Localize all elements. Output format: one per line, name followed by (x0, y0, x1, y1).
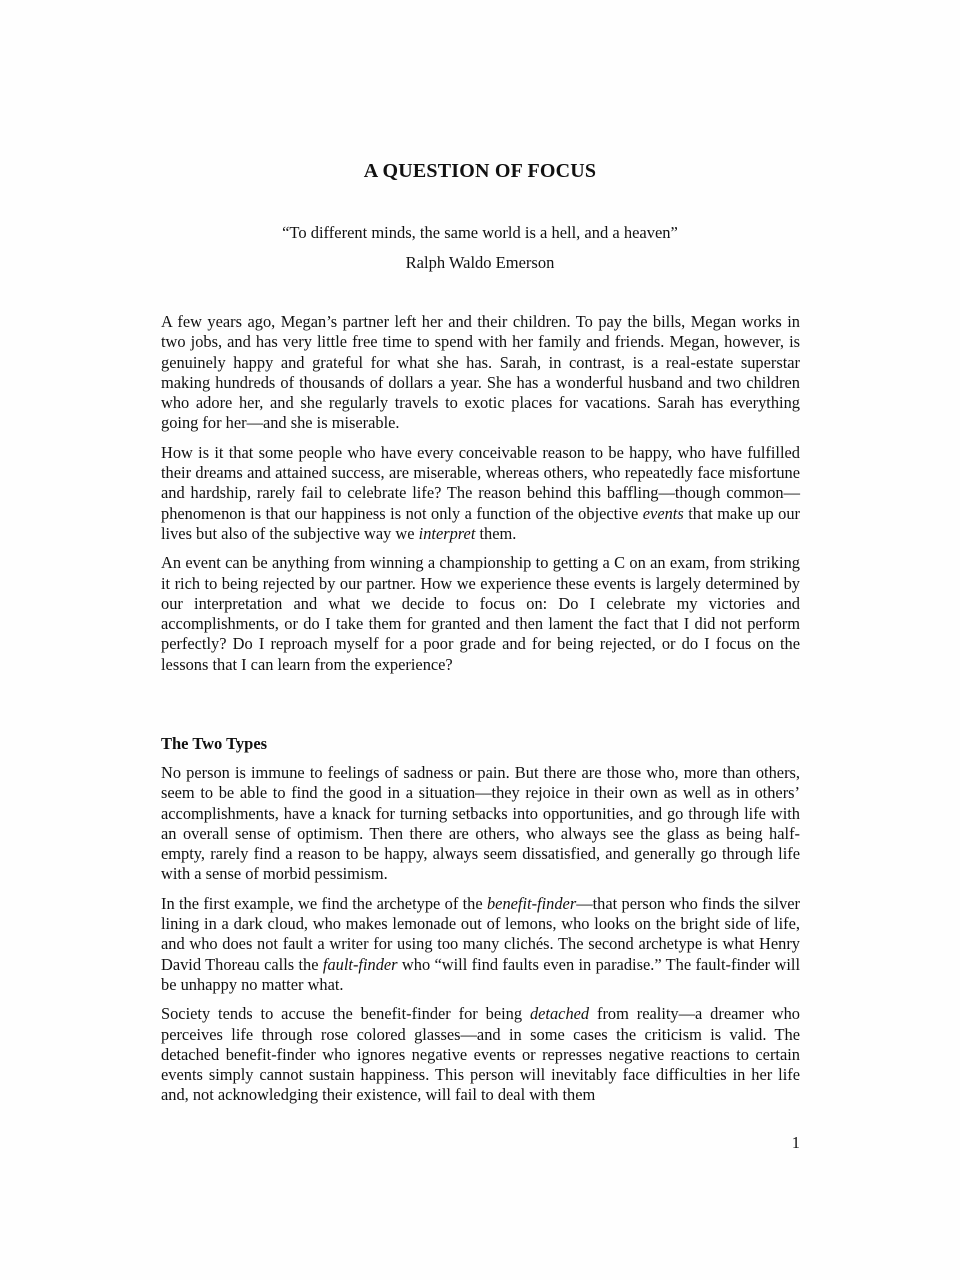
emphasis-text: events (642, 503, 684, 523)
text-run: Society tends to accuse the benefit-finder for being (161, 1004, 530, 1024)
two-types-section (161, 734, 800, 1115)
paragraph: An event can be anything from winning a championship to getting a C on an exam, from striking it rich to being rejected by our partner. How we experience these events is largely determined by our interpretation and what we decide to focus on: Do I celebrate my victories and accomplishments, or do I take them for granted and then lament the fact that I did not perform perfectly? Do I reproach myself for a poor grade and for being rejected, or do I focus on the lessons that I can learn from the experience? (161, 553, 800, 674)
emphasis-text: detached (529, 1004, 590, 1024)
paragraph: A few years ago, Megan’s partner left her and their children. To pay the bills, Megan works in two jobs, and has very little free time to spend with her family and friends. Megan, however, is genuinely happy and grateful for what she has. Sarah, in contrast, is a real-estate superstar making hundreds of thousands of dollars a year. She has a wonderful husband and two children who adore her, and she regularly travels to exotic places for vacations. Sarah has everything going for her—and she is miserable. (161, 312, 800, 433)
text-run: How is it that some people who have every conceivable reason to be happy, who have fulfilled their dreams and attained success, are miserable, whereas others, who repeatedly face misfortune and hardship, rarely fail to celebrate life? The reason behind this baffling—though common—phenomenon is that our happiness is not only a function of the objective (161, 442, 800, 523)
paragraph: No person is immune to feelings of sadness or pain. But there are those who, more than others, seem to be able to find the good in a situation—they rejoice in their own as well as in others’ accomplishments, have a knack for turning setbacks into opportunities, and go through life with an overall sense of optimism. Then there are others, who always see the glass as being half-empty, rarely find a reason to be happy, always seem dissatisfied, and generally go through life with a sense of morbid pessimism. (161, 763, 800, 884)
text-run: that make up our lives but also of the subjective way we (161, 503, 801, 543)
section-heading: The Two Types (161, 734, 268, 753)
paragraph (161, 894, 800, 995)
page-number: 1 (791, 1133, 800, 1152)
text-run: who “will find faults even in paradise.” The fault-finder will be unhappy no matter what. (161, 954, 800, 994)
paragraph (161, 1004, 800, 1105)
emphasis-text: interpret (418, 523, 476, 543)
intro-section (161, 312, 800, 684)
page-title: A QUESTION OF FOCUS (363, 160, 597, 182)
text-run: them. (475, 523, 517, 543)
text-run: from reality—a dreamer who perceives life through rose colored glasses—and in some cases the criticism is valid. The detached benefit-finder who ignores negative events or represses negative reactions to certain events simply cannot sustain happiness. This person will inevitably face difficulties in her life and, not acknowledging their existence, will fail to deal with them (161, 1004, 800, 1105)
epigraph-quote: “To different minds, the same world is a hell, and a heaven” (282, 223, 678, 242)
text-run: —that person who finds the silver lining in a dark cloud, who makes lemonade out of lemons, who looks on the bright side of life, and who does not fault a writer for using too many clichés. The second archetype is what Henry David Thoreau calls the (161, 893, 800, 974)
text-run: In the first example, we find the archetype of the (161, 893, 487, 913)
emphasis-text: benefit-finder (486, 893, 577, 913)
epigraph-author: Ralph Waldo Emerson (405, 253, 555, 272)
paragraph (161, 443, 800, 544)
emphasis-text: fault-finder (322, 954, 398, 974)
